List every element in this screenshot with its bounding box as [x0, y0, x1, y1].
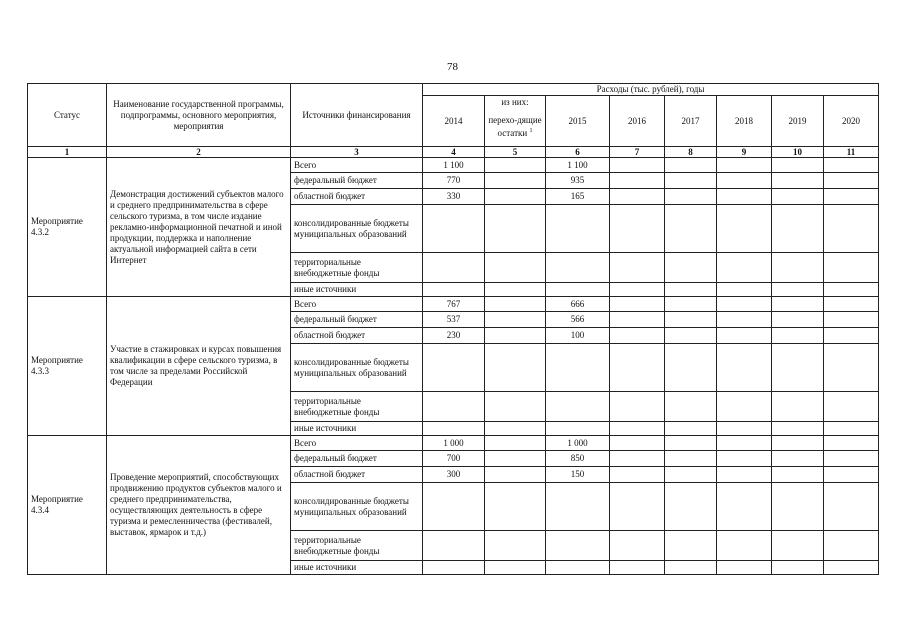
amount-cell — [610, 467, 665, 483]
amount-cell: 150 — [546, 467, 610, 483]
amount-cell: 537 — [423, 312, 485, 328]
amount-cell — [717, 189, 772, 205]
amount-cell — [665, 297, 717, 312]
amount-cell — [546, 483, 610, 531]
amount-cell — [665, 561, 717, 575]
page-number: 78 — [447, 61, 458, 73]
amount-cell — [546, 561, 610, 575]
amount-cell — [546, 531, 610, 561]
table-row — [28, 436, 879, 451]
amount-cell — [610, 283, 665, 297]
amount-cell — [546, 253, 610, 283]
funding-source: иные источники — [291, 422, 423, 436]
table-row — [28, 158, 879, 173]
funding-source: Всего — [291, 436, 423, 451]
amount-cell — [824, 205, 879, 253]
amount-cell — [824, 189, 879, 205]
amount-cell — [772, 312, 824, 328]
funding-source: областной бюджет — [291, 189, 423, 205]
header-carryover — [485, 109, 546, 147]
amount-cell — [423, 283, 485, 297]
amount-cell — [485, 467, 546, 483]
amount-cell — [665, 451, 717, 467]
amount-cell — [610, 189, 665, 205]
amount-cell — [610, 392, 665, 422]
amount-cell — [717, 328, 772, 344]
amount-cell — [717, 467, 772, 483]
header-2019: 2019 — [772, 96, 824, 147]
amount-cell: 566 — [546, 312, 610, 328]
amount-cell: 1 100 — [423, 158, 485, 173]
amount-cell — [717, 158, 772, 173]
amount-cell — [665, 467, 717, 483]
amount-cell — [717, 344, 772, 392]
header-2015: 2015 — [546, 96, 610, 147]
amount-cell: 666 — [546, 297, 610, 312]
header-2020: 2020 — [824, 96, 879, 147]
amount-cell — [772, 328, 824, 344]
funding-source: федеральный бюджет — [291, 173, 423, 189]
funding-source: иные источники — [291, 283, 423, 297]
header-2017: 2017 — [665, 96, 717, 147]
amount-cell — [824, 531, 879, 561]
amount-cell — [423, 483, 485, 531]
funding-source: консолидированные бюджеты муниципальных образований — [291, 344, 423, 392]
measure-name: Проведение мероприятий, способствующих продвижению продуктов субъектов малого и среднего предпринимательства, осуществляющих деятельность в сфере туризма и ремесленничества (фестивалей, выставок, ярмарок и т.д.) — [107, 436, 291, 575]
amount-cell — [717, 436, 772, 451]
amount-cell — [772, 392, 824, 422]
header-of-them: из них: — [485, 96, 546, 109]
amount-cell: 767 — [423, 297, 485, 312]
amount-cell — [485, 422, 546, 436]
funding-source: консолидированные бюджеты муниципальных образований — [291, 483, 423, 531]
amount-cell — [610, 158, 665, 173]
amount-cell — [546, 392, 610, 422]
amount-cell — [717, 561, 772, 575]
amount-cell — [665, 344, 717, 392]
amount-cell — [485, 328, 546, 344]
amount-cell — [824, 467, 879, 483]
amount-cell — [485, 561, 546, 575]
amount-cell — [824, 328, 879, 344]
table-row — [28, 297, 879, 312]
amount-cell — [824, 344, 879, 392]
header-carryover-text: перехо-дящие остатки — [488, 115, 542, 139]
amount-cell — [610, 531, 665, 561]
amount-cell — [772, 422, 824, 436]
amount-cell — [665, 173, 717, 189]
amount-cell — [546, 344, 610, 392]
amount-cell — [610, 561, 665, 575]
header-status: Статус — [28, 84, 107, 147]
amount-cell — [610, 328, 665, 344]
amount-cell — [824, 451, 879, 467]
amount-cell — [485, 253, 546, 283]
amount-cell — [610, 205, 665, 253]
amount-cell — [423, 531, 485, 561]
column-number: 5 — [485, 147, 546, 158]
amount-cell — [423, 344, 485, 392]
amount-cell — [772, 189, 824, 205]
amount-cell — [485, 283, 546, 297]
footnote-mark: 1 — [529, 128, 533, 135]
amount-cell — [485, 189, 546, 205]
funding-source: федеральный бюджет — [291, 451, 423, 467]
amount-cell: 330 — [423, 189, 485, 205]
column-number: 6 — [546, 147, 610, 158]
column-number: 9 — [717, 147, 772, 158]
amount-cell — [665, 483, 717, 531]
amount-cell — [717, 422, 772, 436]
amount-cell: 935 — [546, 173, 610, 189]
amount-cell — [665, 422, 717, 436]
amount-cell — [772, 344, 824, 392]
amount-cell — [423, 422, 485, 436]
amount-cell — [665, 205, 717, 253]
amount-cell: 1 100 — [546, 158, 610, 173]
amount-cell — [423, 205, 485, 253]
funding-source: иные источники — [291, 561, 423, 575]
amount-cell — [717, 205, 772, 253]
column-number: 11 — [824, 147, 879, 158]
measure-status: Мероприятие 4.3.4 — [28, 436, 107, 575]
amount-cell — [772, 483, 824, 531]
amount-cell — [824, 436, 879, 451]
amount-cell — [824, 312, 879, 328]
amount-cell: 700 — [423, 451, 485, 467]
amount-cell — [485, 158, 546, 173]
amount-cell: 230 — [423, 328, 485, 344]
amount-cell — [824, 297, 879, 312]
amount-cell — [546, 283, 610, 297]
header-2014: 2014 — [423, 96, 485, 147]
amount-cell — [610, 173, 665, 189]
amount-cell — [772, 467, 824, 483]
amount-cell — [772, 451, 824, 467]
funding-source: федеральный бюджет — [291, 312, 423, 328]
amount-cell — [772, 297, 824, 312]
column-number: 1 — [28, 147, 107, 158]
amount-cell — [717, 392, 772, 422]
amount-cell — [717, 173, 772, 189]
measure-name: Демонстрация достижений субъектов малого и среднего предпринимательства в сфере сельского туризма, в том числе издание рекламно-информационной печатной и иной продукции, поддержка и наполнение актуальной информацией сайта в сети Интернет — [107, 158, 291, 297]
amount-cell — [485, 344, 546, 392]
column-number: 2 — [107, 147, 291, 158]
column-numbers-row — [28, 147, 879, 158]
amount-cell — [423, 253, 485, 283]
amount-cell: 850 — [546, 451, 610, 467]
funding-source: территориальные внебюджетные фонды — [291, 531, 423, 561]
amount-cell — [824, 173, 879, 189]
measure-name: Участие в стажировках и курсах повышения квалификации в сфере сельского туризма, в том числе за пределами Российской Федерации — [107, 297, 291, 436]
funding-source: областной бюджет — [291, 467, 423, 483]
header-name: Наименование государственной программы, подпрограммы, основного мероприятия, мероприятия — [107, 84, 291, 147]
amount-cell — [610, 483, 665, 531]
column-number: 8 — [665, 147, 717, 158]
amount-cell — [772, 436, 824, 451]
column-number: 3 — [291, 147, 423, 158]
amount-cell — [824, 283, 879, 297]
amount-cell: 770 — [423, 173, 485, 189]
amount-cell — [824, 253, 879, 283]
header-sources: Источники финансирования — [291, 84, 423, 147]
amount-cell — [717, 297, 772, 312]
amount-cell — [665, 328, 717, 344]
header-2018: 2018 — [717, 96, 772, 147]
amount-cell — [423, 392, 485, 422]
amount-cell — [772, 205, 824, 253]
funding-source: консолидированные бюджеты муниципальных образований — [291, 205, 423, 253]
amount-cell — [610, 344, 665, 392]
amount-cell — [772, 158, 824, 173]
amount-cell — [824, 392, 879, 422]
amount-cell — [546, 205, 610, 253]
amount-cell — [423, 561, 485, 575]
amount-cell — [717, 483, 772, 531]
funding-source: территориальные внебюджетные фонды — [291, 392, 423, 422]
column-number: 7 — [610, 147, 665, 158]
funding-source: территориальные внебюджетные фонды — [291, 253, 423, 283]
amount-cell — [485, 531, 546, 561]
amount-cell — [717, 531, 772, 561]
amount-cell — [610, 253, 665, 283]
amount-cell — [485, 451, 546, 467]
amount-cell — [665, 253, 717, 283]
amount-cell — [665, 436, 717, 451]
header-expenses: Расходы (тыс. рублей), годы — [423, 84, 879, 96]
amount-cell: 1 000 — [423, 436, 485, 451]
funding-source: Всего — [291, 158, 423, 173]
funding-source: Всего — [291, 297, 423, 312]
amount-cell — [717, 312, 772, 328]
amount-cell — [485, 297, 546, 312]
amount-cell — [717, 451, 772, 467]
amount-cell — [824, 158, 879, 173]
amount-cell — [665, 189, 717, 205]
amount-cell — [610, 422, 665, 436]
budget-table — [27, 83, 879, 575]
amount-cell — [824, 561, 879, 575]
amount-cell — [665, 158, 717, 173]
amount-cell — [824, 422, 879, 436]
amount-cell — [665, 312, 717, 328]
amount-cell — [485, 436, 546, 451]
amount-cell — [610, 297, 665, 312]
amount-cell — [772, 173, 824, 189]
amount-cell — [485, 312, 546, 328]
funding-source: областной бюджет — [291, 328, 423, 344]
amount-cell: 165 — [546, 189, 610, 205]
amount-cell — [610, 312, 665, 328]
amount-cell: 100 — [546, 328, 610, 344]
amount-cell — [717, 253, 772, 283]
amount-cell — [772, 561, 824, 575]
amount-cell: 300 — [423, 467, 485, 483]
column-number: 10 — [772, 147, 824, 158]
amount-cell — [665, 392, 717, 422]
amount-cell — [485, 483, 546, 531]
amount-cell — [485, 392, 546, 422]
amount-cell — [772, 283, 824, 297]
measure-status: Мероприятие 4.3.2 — [28, 158, 107, 297]
amount-cell — [610, 436, 665, 451]
amount-cell — [665, 283, 717, 297]
amount-cell — [610, 451, 665, 467]
column-number: 4 — [423, 147, 485, 158]
amount-cell — [824, 483, 879, 531]
amount-cell: 1 000 — [546, 436, 610, 451]
amount-cell — [485, 173, 546, 189]
amount-cell — [485, 205, 546, 253]
measure-status: Мероприятие 4.3.3 — [28, 297, 107, 436]
amount-cell — [665, 531, 717, 561]
amount-cell — [546, 422, 610, 436]
amount-cell — [717, 283, 772, 297]
amount-cell — [772, 531, 824, 561]
amount-cell — [772, 253, 824, 283]
header-2016: 2016 — [610, 96, 665, 147]
